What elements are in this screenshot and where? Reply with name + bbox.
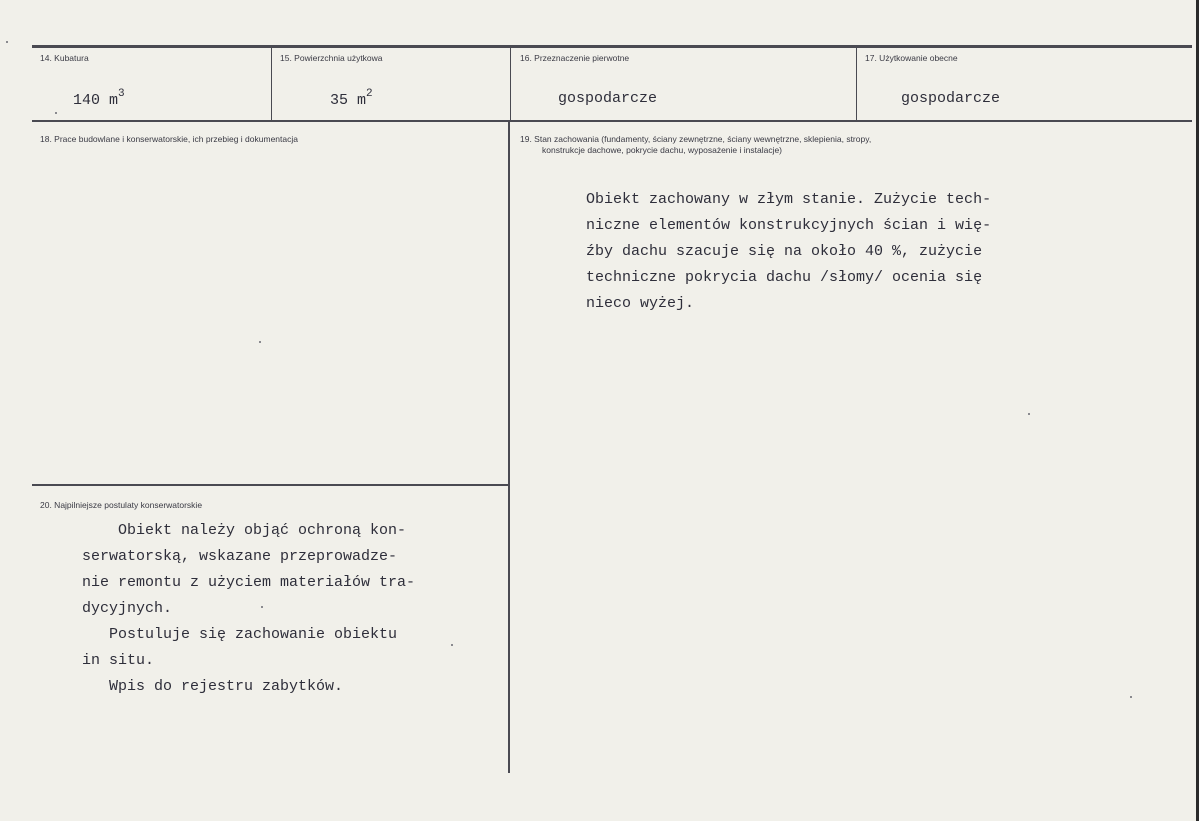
field-14-label: 14. Kubatura [40,53,89,63]
field-14-value: 140 $m^3$ [73,88,125,109]
field-16-label: 16. Przeznaczenie pierwotne [520,53,630,63]
speck [261,606,263,608]
speck [6,41,8,43]
speck [1130,696,1132,698]
section-18-20-rule [32,484,509,486]
main-vertical-divider [508,121,510,773]
divider-14-15 [271,45,272,121]
field-20-text: Obiekt należy objąć ochroną kon- serwatorską, wskazane przeprowadze- nie remontu z użyciem materiałów tra- dycyjnych. Postuluje się zachowanie obiektu in situ. Wpis do rejestru zabytków. [82,522,416,695]
row1-bottom-rule [32,120,1192,122]
field-17-value: gospodarcze [901,90,1001,107]
speck [1028,413,1030,415]
field-15-value: 35 $m^2$ [330,88,373,109]
divider-16-17 [856,45,857,121]
speck [451,644,453,646]
top-rule [32,45,1192,48]
field-16-value: gospodarcze [558,90,658,107]
divider-15-16 [510,45,511,121]
field-20-label: 20. Najpilniejsze postulaty konserwatorskie [40,500,203,510]
field-18-label: 18. Prace budowlane i konserwatorskie, ich przebieg i dokumentacja [40,134,298,144]
field-19-label-line1: 19. Stan zachowania (fundamenty, ściany zewnętrzne, ściany wewnętrzne, sklepienia, stropy, [520,134,872,144]
speck [55,112,57,114]
field-15-label: 15. Powierzchnia użytkowa [280,53,383,63]
field-19-text: Obiekt zachowany w złym stanie. Zużycie tech- niczne elementów konstrukcyjnych ścian i wię- źby dachu szacuje się na około 40 %, zużycie techniczne pokrycia dachu /słomy/ ocenia się nieco wyżej. [586,191,992,312]
field-17-label: 17. Użytkowanie obecne [865,53,958,63]
speck [259,341,261,343]
field-19-label-line2: konstrukcje dachowe, pokrycie dachu, wyposażenie i instalacje) [542,145,783,155]
